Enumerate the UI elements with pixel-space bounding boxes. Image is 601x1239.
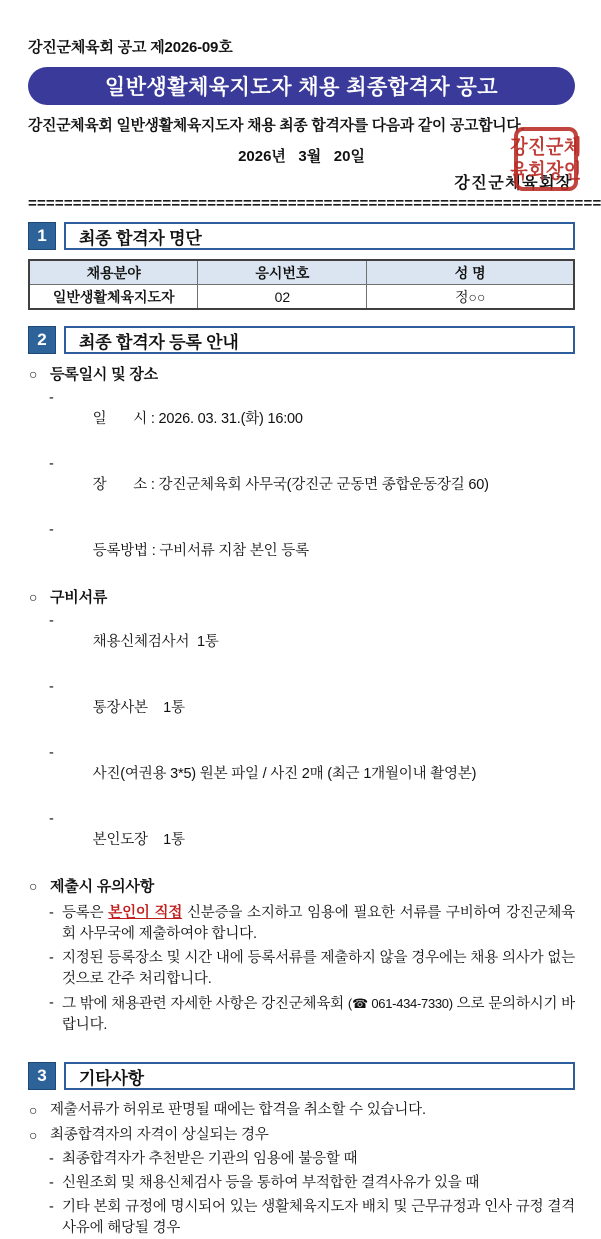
list-item-text: 최종합격자가 추천받은 기관의 임용에 불응할 때: [62, 1151, 358, 1167]
list-item-group-title: [28, 876, 575, 897]
list-item: [28, 388, 575, 451]
list-item-group-title: [28, 364, 575, 385]
table-header-name: 성 명: [367, 260, 574, 285]
list-item: [28, 993, 575, 1036]
intro-text: 강진군체육회 일반생활체육지도자 채용 최종 합격자를 다음과 같이 공고합니다.: [28, 118, 525, 134]
list-item-text: 신분증을 소지하고 임용에 필요한 서류를 구비하여 강진군체육회 사무국에 제출하여야 합니다.: [62, 905, 575, 942]
list-item: [28, 1149, 575, 1170]
list-item-text: 본인도장 1통: [92, 832, 185, 848]
dash-bullet-icon: -: [49, 950, 54, 966]
seal-text-line2: 육회장인: [510, 159, 582, 183]
table-header-field: 채용분야: [29, 260, 198, 285]
table-row: [29, 285, 574, 310]
list-item-text: 최종합격자의 자격이 상실되는 경우: [50, 1127, 269, 1143]
title-banner-text: 일반생활체육지도자 채용 최종합격자 공고: [104, 76, 499, 99]
dash-bullet-icon: -: [49, 1151, 54, 1167]
dash-bullet-icon: -: [49, 456, 54, 472]
circle-bullet-icon: ○: [29, 1102, 38, 1118]
list-item-text: 사진(여권용 3*5) 원본 파일 / 사진 2매 (최근 1개월이내 촬영본): [92, 766, 477, 782]
emphasized-red-text: 본인이 직접: [108, 905, 183, 921]
group-title-text: 제출시 유의사항: [50, 878, 154, 895]
dash-bullet-icon: -: [49, 679, 54, 695]
list-item-text: 장 소 : 강진군체육회 사무국(강진군 군동면 종합운동장길 60): [92, 477, 489, 493]
dash-bullet-icon: -: [49, 995, 54, 1011]
phone-number: (☎ 061-434-7330): [347, 996, 453, 1011]
circle-bullet-icon: ○: [29, 878, 38, 894]
table-cell-field: 일반생활체육지도자: [29, 285, 198, 310]
list-item-text: 신원조회 및 채용신체검사 등을 통하여 부적합한 결격사유가 있을 때: [62, 1175, 480, 1191]
title-banner: [28, 67, 575, 105]
list-item-text: 등록은: [62, 905, 109, 921]
section-2-header: [28, 326, 575, 354]
group-title-text: 등록일시 및 장소: [50, 366, 158, 383]
dash-bullet-icon: -: [49, 390, 54, 406]
dash-bullet-icon: -: [49, 613, 54, 629]
section-3-title: 기타사항: [64, 1062, 575, 1090]
section-1-header: [28, 222, 575, 250]
list-item-text: 그 밖에 채용관련 자세한 사항은 강진군체육회: [62, 996, 348, 1012]
results-table: [28, 259, 575, 310]
list-item: [28, 611, 575, 674]
signer-name: 강진군체육회장: [454, 175, 573, 192]
section-1-number-badge: 1: [28, 222, 56, 250]
list-item-text: 등록방법 : 구비서류 지참 본인 등록: [92, 543, 309, 559]
section-2-number-badge: 2: [28, 326, 56, 354]
circle-bullet-icon: ○: [29, 366, 38, 382]
dash-bullet-icon: -: [49, 1175, 54, 1191]
list-item-text: 제출서류가 허위로 판명될 때에는 합격을 취소할 수 있습니다.: [50, 1102, 426, 1118]
list-item: [28, 454, 575, 517]
list-item: [28, 948, 575, 990]
dash-bullet-icon: -: [49, 905, 54, 921]
seal-text-line1: 강진군체: [510, 135, 582, 159]
section-3-number-badge: 3: [28, 1062, 56, 1090]
list-item: [28, 809, 575, 872]
section-3-content: [28, 1100, 575, 1239]
table-cell-number: 02: [198, 285, 367, 310]
section-3-header: [28, 1062, 575, 1090]
section-1-title: 최종 합격자 명단: [64, 222, 575, 250]
circle-bullet-icon: ○: [29, 589, 38, 605]
list-item: [28, 743, 575, 806]
table-header-row: [29, 260, 574, 285]
date-line: 2026년 3월 20일: [238, 148, 365, 165]
list-item: [28, 1100, 575, 1121]
notice-number: 강진군체육회 공고 제2026-09호: [28, 39, 233, 56]
dash-bullet-icon: -: [49, 1199, 54, 1215]
list-item: [28, 677, 575, 740]
list-item-text: 통장사본 1통: [92, 700, 185, 716]
list-item-group-title: [28, 587, 575, 608]
list-item-text: 으로 문의하시기 바랍니다.: [62, 996, 575, 1033]
list-item-text: 기타 본회 규정에 명시되어 있는 생활체육지도자 배치 및 근무규정과 인사 규정 결격사유에 해당될 경우: [62, 1199, 575, 1236]
table-cell-name: 정○○: [367, 285, 574, 310]
section-2-title: 최종 합격자 등록 안내: [64, 326, 575, 354]
divider-line: ================================================================: [28, 195, 601, 212]
section-2-content: [28, 364, 575, 1036]
list-item: [28, 1173, 575, 1194]
group-title-text: 구비서류: [50, 589, 108, 606]
list-item-text: 채용신체검사서 1통: [92, 634, 219, 650]
list-item: [28, 903, 575, 945]
circle-bullet-icon: ○: [29, 1127, 38, 1143]
table-header-number: 응시번호: [198, 260, 367, 285]
list-item: [28, 1197, 575, 1239]
list-item: [28, 520, 575, 583]
dash-bullet-icon: -: [49, 811, 54, 827]
list-item-text: 일 시 : 2026. 03. 31.(화) 16:00: [92, 411, 303, 427]
list-item: [28, 1125, 575, 1146]
list-item-text: 지정된 등록장소 및 시간 내에 등록서류를 제출하지 않을 경우에는 채용 의사가 없는 것으로 간주 처리합니다.: [62, 950, 575, 987]
official-seal: [510, 127, 582, 191]
dash-bullet-icon: -: [49, 745, 54, 761]
dash-bullet-icon: -: [49, 522, 54, 538]
